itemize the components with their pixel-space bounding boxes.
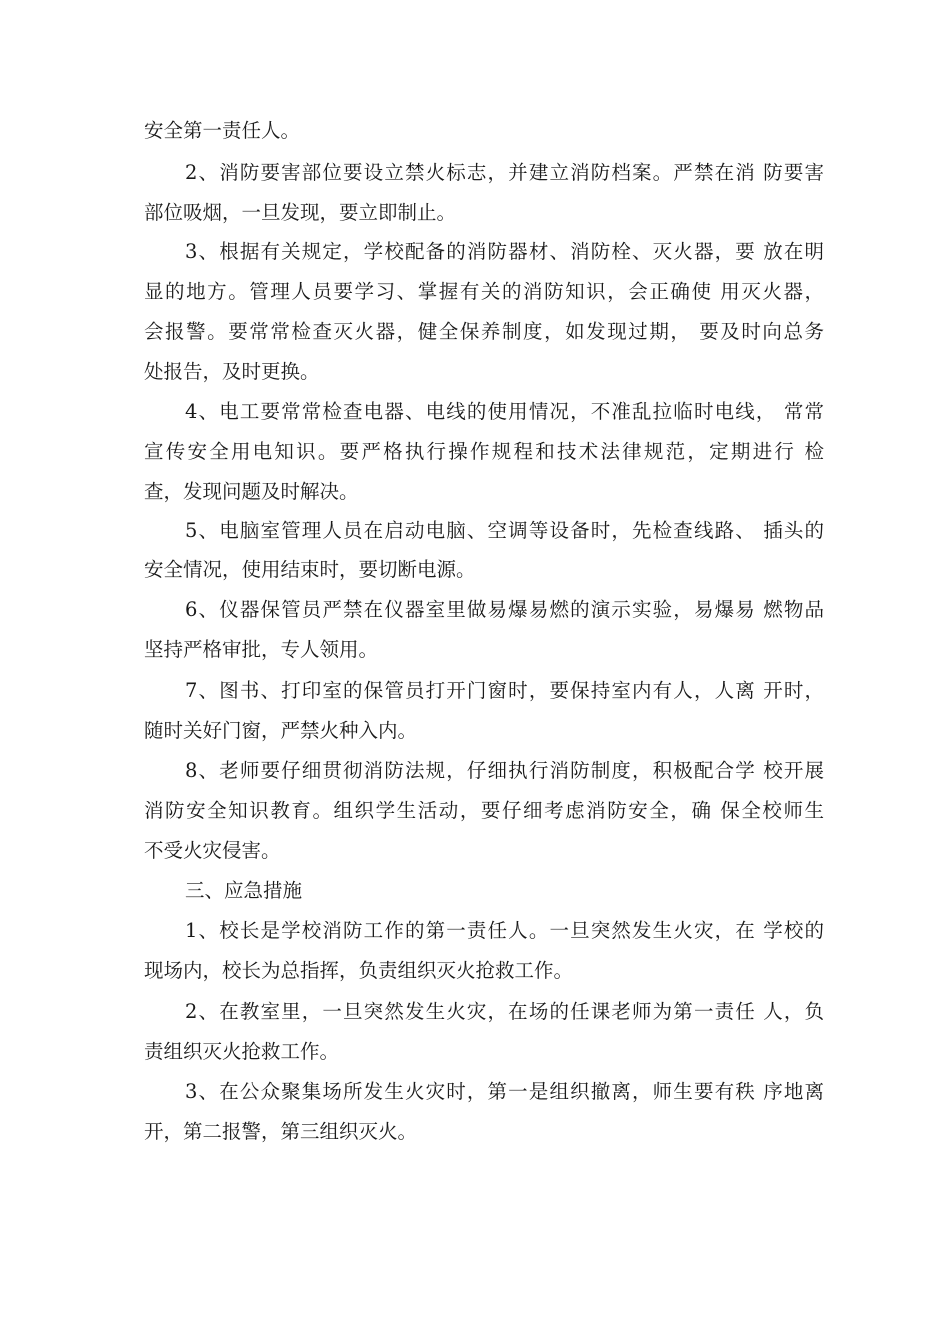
text-line: 随时关好门窗，严禁火种入内。 <box>144 719 418 742</box>
text-line: 处报告，及时更换。 <box>144 360 320 383</box>
text-line: 不受火灾侵害。 <box>144 839 281 862</box>
text-line: 4、电工要常常检查电器、电线的使用情况，不准乱拉临时电线， 常常 <box>185 400 824 423</box>
text-line: 2、消防要害部位要设立禁火标志，并建立消防档案。严禁在消 防要害 <box>185 161 824 184</box>
text-line: 会报警。要常常检查灭火器，健全保养制度，如发现过期， 要及时向总务 <box>144 320 824 343</box>
text-line: 3、在公众聚集场所发生火灾时，第一是组织撤离，师生要有秩 序地离 <box>185 1080 824 1103</box>
text-line: 安全情况，使用结束时，要切断电源。 <box>144 558 476 581</box>
text-line: 部位吸烟，一旦发现，要立即制止。 <box>144 201 457 224</box>
text-line: 2、在教室里，一旦突然发生火灾，在场的任课老师为第一责任 人，负 <box>185 1000 824 1023</box>
text-line: 开，第二报警，第三组织灭火。 <box>144 1120 418 1143</box>
text-line: 显的地方。管理人员要学习、掌握有关的消防知识，会正确使 用灭火器， <box>144 280 824 303</box>
text-line: 7、图书、打印室的保管员打开门窗时，要保持室内有人，人离 开时， <box>185 679 824 702</box>
text-line: 查，发现问题及时解决。 <box>144 480 359 503</box>
text-line: 安全第一责任人。 <box>144 119 301 142</box>
text-line: 责组织灭火抢救工作。 <box>144 1040 340 1063</box>
section-heading: 三、应急措施 <box>185 879 303 902</box>
text-line: 5、电脑室管理人员在启动电脑、空调等设备时，先检查线路、 插头的 <box>185 519 824 542</box>
text-line: 6、仪器保管员严禁在仪器室里做易爆易燃的演示实验，易爆易 燃物品 <box>185 598 824 621</box>
text-line: 1、校长是学校消防工作的第一责任人。一旦突然发生火灾，在 学校的 <box>185 919 824 942</box>
text-line: 3、根据有关规定，学校配备的消防器材、消防栓、灭火器，要 放在明 <box>185 240 824 263</box>
text-line: 现场内，校长为总指挥，负责组织灭火抢救工作。 <box>144 959 574 982</box>
text-line: 坚持严格审批，专人领用。 <box>144 638 379 661</box>
text-line: 8、老师要仔细贯彻消防法规，仔细执行消防制度，积极配合学 校开展 <box>185 759 824 782</box>
text-line: 消防安全知识教育。组织学生活动，要仔细考虑消防安全，确 保全校师生 <box>144 799 824 822</box>
text-line: 宣传安全用电知识。要严格执行操作规程和技术法律规范，定期进行 检 <box>144 440 824 463</box>
